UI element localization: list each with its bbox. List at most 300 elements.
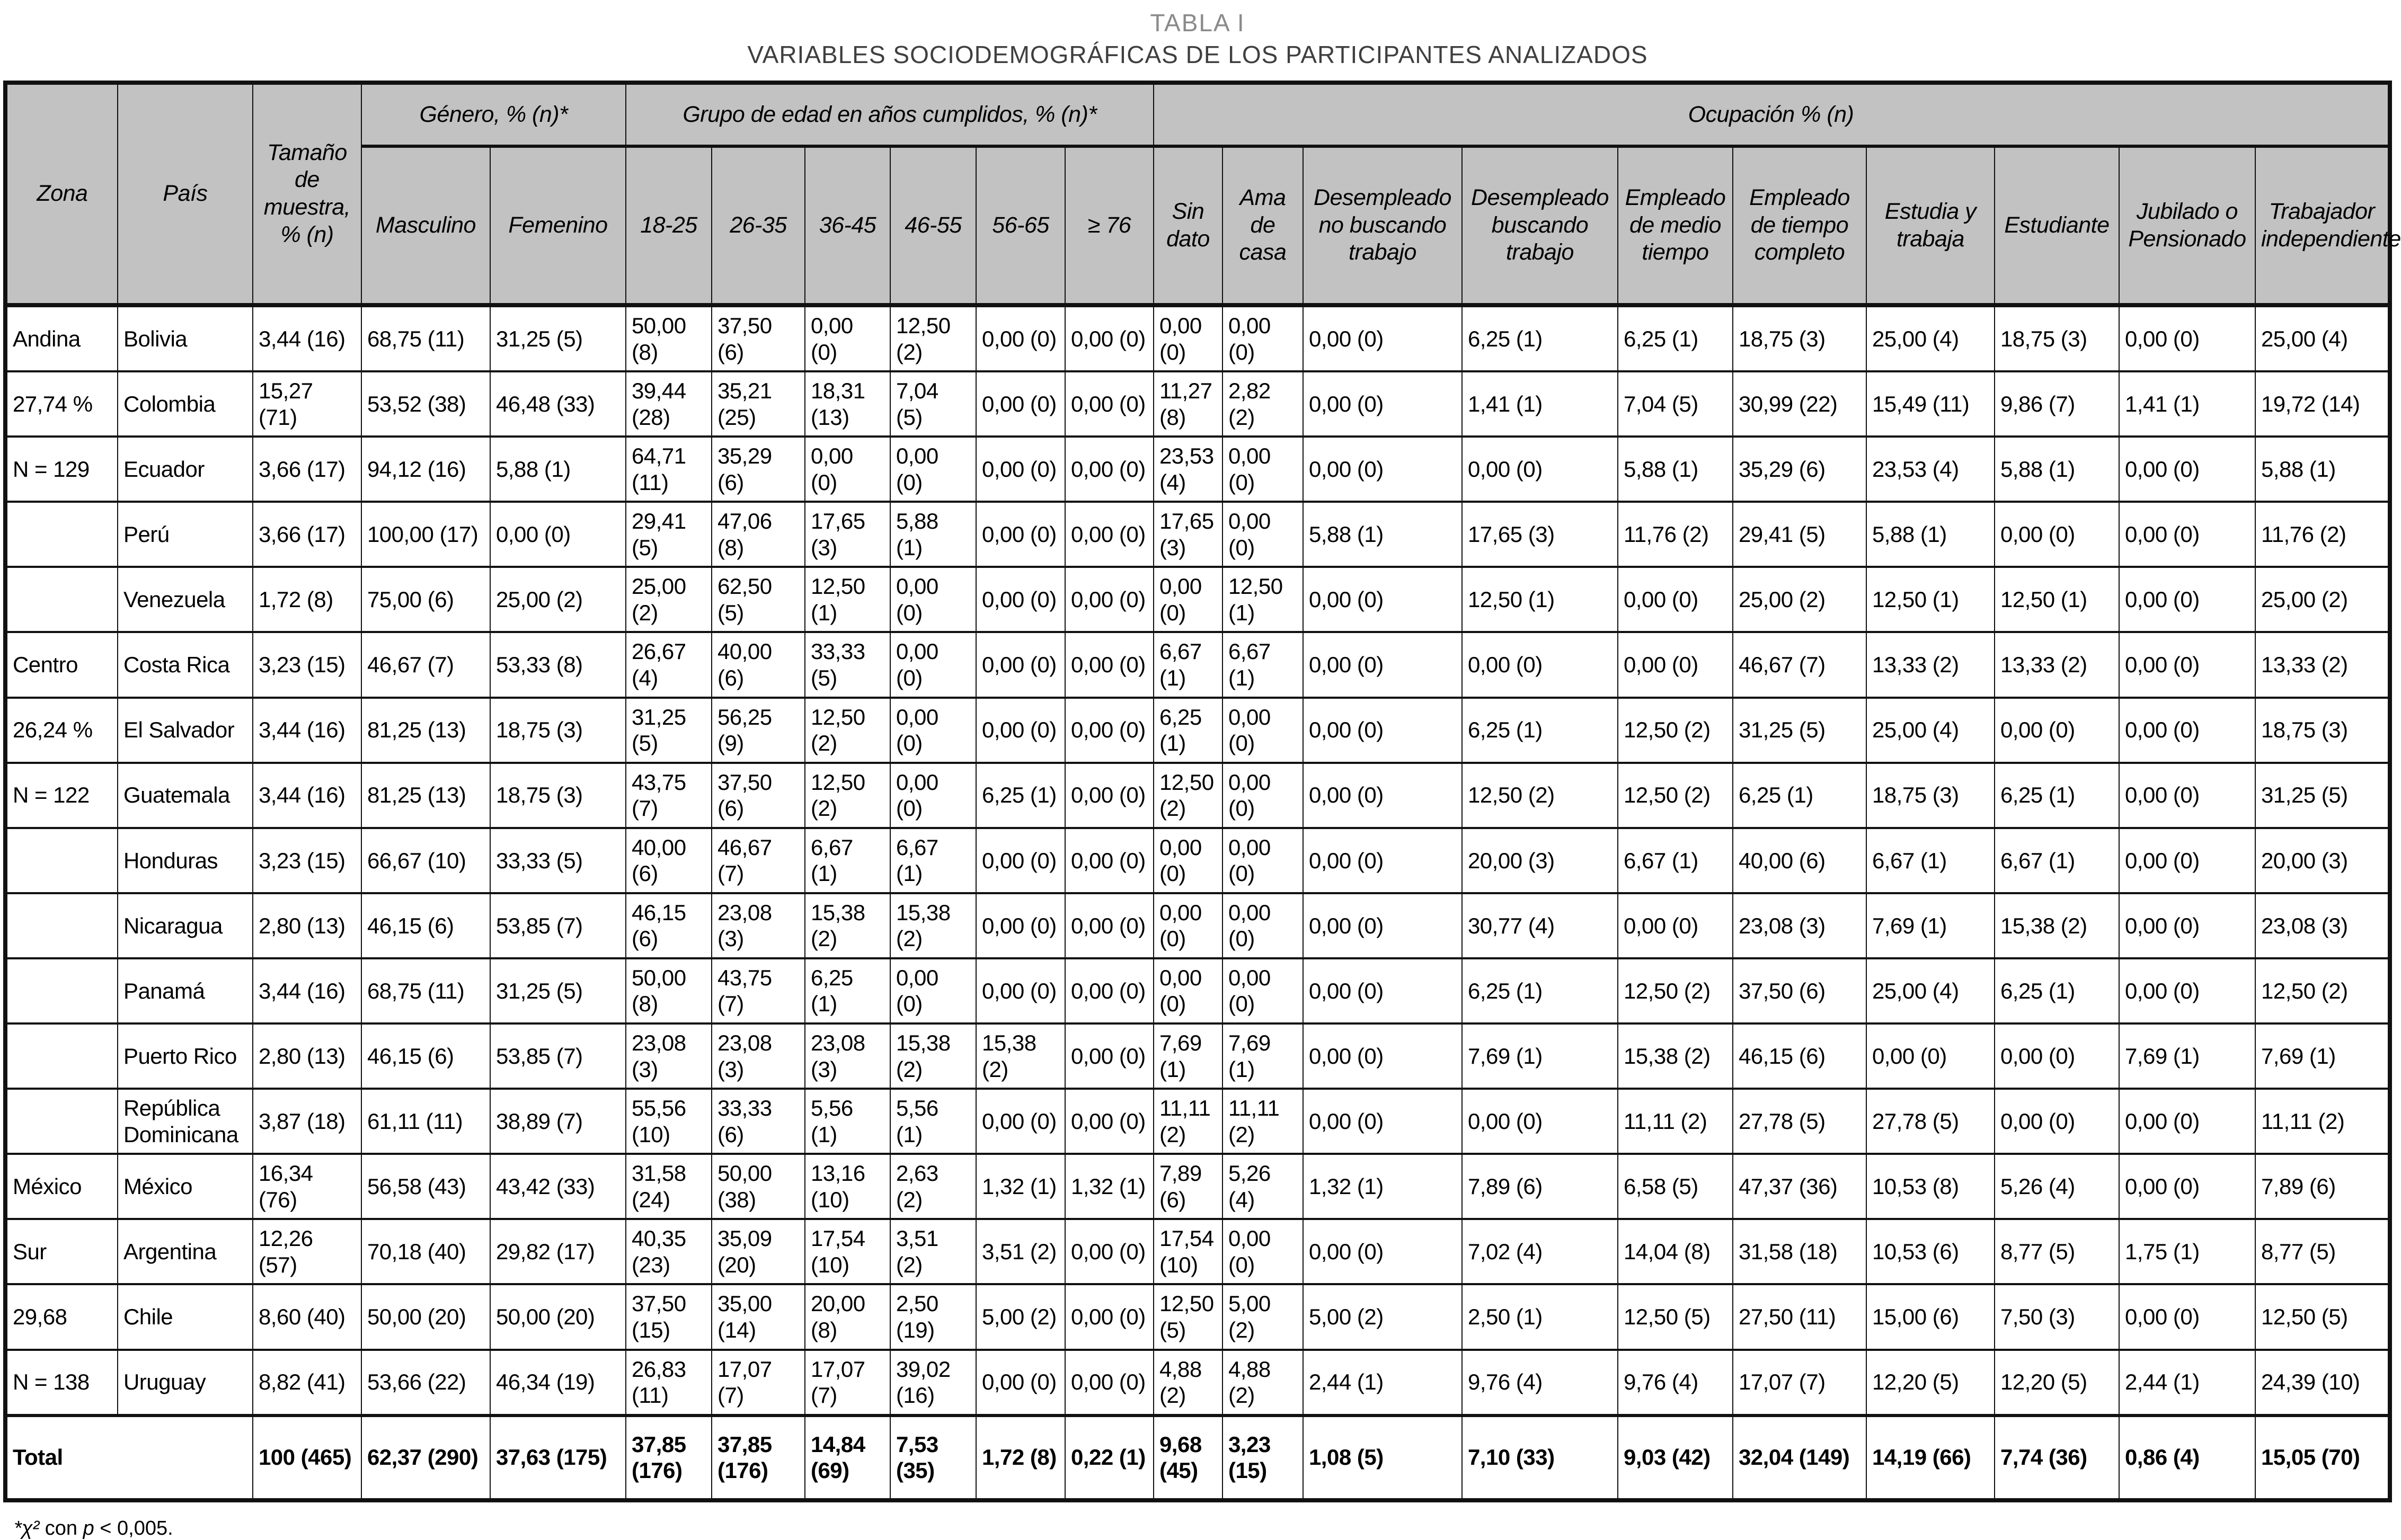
header-group-genero: Género, % (n)* xyxy=(361,83,626,146)
cell-value: 12,50 (2) xyxy=(1618,958,1733,1023)
cell-value: 0,00 (0) xyxy=(1303,371,1462,437)
cell-value: 0,00 (0) xyxy=(1065,371,1154,437)
cell-value: 37,50 (6) xyxy=(1733,958,1866,1023)
cell-value: 0,00 (0) xyxy=(1065,1023,1154,1089)
cell-value: 0,00 (0) xyxy=(2119,828,2255,893)
footnote-p: p xyxy=(83,1517,94,1539)
cell-value: 2,44 (1) xyxy=(2119,1350,2255,1416)
cell-value: 0,00 (0) xyxy=(1065,893,1154,958)
cell-value: 7,10 (33) xyxy=(1462,1416,1618,1500)
cell-value: 0,00 (0) xyxy=(2119,1284,2255,1349)
header-age-76-plus: ≥ 76 xyxy=(1065,146,1154,305)
cell-value: 0,00 (0) xyxy=(1995,1089,2119,1154)
cell-value: 30,77 (4) xyxy=(1462,893,1618,958)
cell-value: 31,25 (5) xyxy=(626,698,712,763)
cell-value: 25,00 (2) xyxy=(490,567,626,632)
cell-value: 6,25 (1) xyxy=(1995,958,2119,1023)
cell-value: 10,53 (6) xyxy=(1866,1219,1995,1284)
cell-value: 5,00 (2) xyxy=(976,1284,1065,1349)
cell-value: 0,00 (0) xyxy=(976,1089,1065,1154)
cell-value: 11,11 (2) xyxy=(1618,1089,1733,1154)
cell-value: 94,12 (16) xyxy=(361,437,490,502)
table-title-block xyxy=(0,0,2395,69)
cell-value: 37,50 (6) xyxy=(712,763,805,828)
cell-value: 17,65 (3) xyxy=(1154,502,1222,567)
cell-pais: Venezuela xyxy=(118,567,253,632)
cell-value: 7,69 (1) xyxy=(1462,1023,1618,1089)
cell-value: 1,75 (1) xyxy=(2119,1219,2255,1284)
cell-value: 5,88 (1) xyxy=(490,437,626,502)
cell-value: 0,00 (0) xyxy=(2119,305,2255,371)
table-row xyxy=(5,502,2390,567)
cell-value: 14,04 (8) xyxy=(1618,1219,1733,1284)
header-sin-dato: Sin dato xyxy=(1154,146,1222,305)
cell-value: 0,00 (0) xyxy=(890,698,976,763)
cell-value: 12,20 (5) xyxy=(1995,1350,2119,1416)
cell-value: 38,89 (7) xyxy=(490,1089,626,1154)
cell-value: 7,04 (5) xyxy=(1618,371,1733,437)
cell-value: 0,00 (0) xyxy=(976,371,1065,437)
cell-value: 0,00 (0) xyxy=(2119,958,2255,1023)
cell-value: 5,88 (1) xyxy=(1618,437,1733,502)
cell-value: 100 (465) xyxy=(253,1416,361,1500)
cell-value: 3,66 (17) xyxy=(253,502,361,567)
cell-value: 0,00 (0) xyxy=(1154,958,1222,1023)
table-row xyxy=(5,958,2390,1023)
cell-value: 3,51 (2) xyxy=(976,1219,1065,1284)
cell-value: 18,75 (3) xyxy=(490,763,626,828)
header-jubilado-pensionado: Jubilado o Pensionado xyxy=(2119,146,2255,305)
cell-value: 13,16 (10) xyxy=(805,1154,890,1219)
cell-value: 0,00 (0) xyxy=(1154,567,1222,632)
cell-value: 0,00 (0) xyxy=(2119,567,2255,632)
cell-zona: México xyxy=(5,1154,118,1219)
cell-value: 46,67 (7) xyxy=(712,828,805,893)
cell-value: 0,00 (0) xyxy=(976,958,1065,1023)
cell-value: 56,25 (9) xyxy=(712,698,805,763)
cell-value: 0,00 (0) xyxy=(1222,763,1303,828)
cell-value: 18,75 (3) xyxy=(1995,305,2119,371)
header-desempleado-no-buscando: Desempleado no buscando trabajo xyxy=(1303,146,1462,305)
cell-value: 12,50 (2) xyxy=(1618,698,1733,763)
cell-value: 15,38 (2) xyxy=(1618,1023,1733,1089)
header-desempleado-buscando: Desempleado buscando trabajo xyxy=(1462,146,1618,305)
cell-value: 0,00 (0) xyxy=(1222,305,1303,371)
table-row xyxy=(5,305,2390,371)
cell-value: 5,56 (1) xyxy=(805,1089,890,1154)
cell-value: 15,38 (2) xyxy=(890,893,976,958)
cell-value: 0,00 (0) xyxy=(1065,958,1154,1023)
cell-value: 6,67 (1) xyxy=(1866,828,1995,893)
cell-value: 1,41 (1) xyxy=(1462,371,1618,437)
cell-value: 6,25 (1) xyxy=(1618,305,1733,371)
table-footnote xyxy=(14,1517,2395,1540)
cell-value: 0,00 (0) xyxy=(1303,567,1462,632)
cell-value: 43,75 (7) xyxy=(712,958,805,1023)
cell-value: 62,37 (290) xyxy=(361,1416,490,1500)
header-age-26-35: 26-35 xyxy=(712,146,805,305)
header-group-ocupacion: Ocupación % (n) xyxy=(1154,83,2390,146)
cell-value: 12,50 (1) xyxy=(805,567,890,632)
cell-value: 0,00 (0) xyxy=(1154,893,1222,958)
cell-value: 35,29 (6) xyxy=(712,437,805,502)
cell-value: 26,83 (11) xyxy=(626,1350,712,1416)
cell-value: 0,00 (0) xyxy=(1065,1219,1154,1284)
cell-value: 3,23 (15) xyxy=(253,632,361,697)
cell-value: 12,50 (5) xyxy=(2255,1284,2390,1349)
cell-value: 81,25 (13) xyxy=(361,698,490,763)
cell-value: 7,02 (4) xyxy=(1462,1219,1618,1284)
cell-value: 0,00 (0) xyxy=(1222,1219,1303,1284)
cell-value: 3,44 (16) xyxy=(253,958,361,1023)
cell-value: 0,00 (0) xyxy=(1618,893,1733,958)
cell-value: 0,00 (0) xyxy=(890,567,976,632)
cell-zona: N = 129 xyxy=(5,437,118,502)
table-subtitle: VARIABLES SOCIODEMOGRÁFICAS DE LOS PARTICIPANTES ANALIZADOS xyxy=(747,41,1648,68)
cell-value: 15,49 (11) xyxy=(1866,371,1995,437)
cell-value: 0,00 (0) xyxy=(976,502,1065,567)
sociodemographics-table xyxy=(3,81,2401,1502)
cell-value: 33,33 (6) xyxy=(712,1089,805,1154)
cell-value: 12,50 (2) xyxy=(890,305,976,371)
cell-value: 0,00 (0) xyxy=(2119,437,2255,502)
header-group-edad: Grupo de edad en años cumplidos, % (n)* xyxy=(626,83,1154,146)
cell-value: 50,00 (8) xyxy=(626,305,712,371)
cell-zona: 27,74 % xyxy=(5,371,118,437)
table-body xyxy=(5,305,2390,1500)
cell-value: 10,53 (8) xyxy=(1866,1154,1995,1219)
cell-value: 0,00 (0) xyxy=(1303,698,1462,763)
cell-value: 11,76 (2) xyxy=(2255,502,2390,567)
cell-pais: Honduras xyxy=(118,828,253,893)
cell-value: 0,00 (0) xyxy=(976,305,1065,371)
cell-value: 25,00 (2) xyxy=(2255,567,2390,632)
cell-value: 0,00 (0) xyxy=(1303,1023,1462,1089)
cell-value: 0,00 (0) xyxy=(1462,632,1618,697)
cell-value: 17,07 (7) xyxy=(712,1350,805,1416)
table-row xyxy=(5,828,2390,893)
footnote-chi: *χ² xyxy=(14,1517,40,1539)
cell-value: 39,02 (16) xyxy=(890,1350,976,1416)
cell-value: 81,25 (13) xyxy=(361,763,490,828)
cell-value: 5,00 (2) xyxy=(1303,1284,1462,1349)
cell-value: 17,65 (3) xyxy=(1462,502,1618,567)
cell-value: 23,08 (3) xyxy=(712,1023,805,1089)
cell-value: 7,69 (1) xyxy=(1222,1023,1303,1089)
cell-value: 11,11 (2) xyxy=(1222,1089,1303,1154)
cell-value: 3,66 (17) xyxy=(253,437,361,502)
cell-total-label: Total xyxy=(5,1416,253,1500)
cell-value: 12,50 (1) xyxy=(1995,567,2119,632)
cell-value: 17,65 (3) xyxy=(805,502,890,567)
table-row xyxy=(5,1219,2390,1284)
cell-value: 3,23 (15) xyxy=(253,828,361,893)
cell-value: 0,22 (1) xyxy=(1065,1416,1154,1500)
cell-value: 0,00 (0) xyxy=(1065,1284,1154,1349)
table-row xyxy=(5,1284,2390,1349)
cell-value: 47,37 (36) xyxy=(1733,1154,1866,1219)
header-sample-size: Tamaño de muestra, % (n) xyxy=(253,83,361,305)
cell-value: 18,31 (13) xyxy=(805,371,890,437)
cell-value: 25,00 (2) xyxy=(1733,567,1866,632)
cell-value: 0,00 (0) xyxy=(1222,502,1303,567)
cell-value: 40,00 (6) xyxy=(1733,828,1866,893)
cell-value: 6,67 (1) xyxy=(1222,632,1303,697)
table-row xyxy=(5,1154,2390,1219)
table-row xyxy=(5,567,2390,632)
cell-value: 7,53 (35) xyxy=(890,1416,976,1500)
cell-value: 6,25 (1) xyxy=(1462,698,1618,763)
cell-value: 14,84 (69) xyxy=(805,1416,890,1500)
cell-value: 2,80 (13) xyxy=(253,1023,361,1089)
cell-value: 23,53 (4) xyxy=(1154,437,1222,502)
cell-value: 100,00 (17) xyxy=(361,502,490,567)
cell-value: 8,60 (40) xyxy=(253,1284,361,1349)
cell-value: 31,25 (5) xyxy=(490,958,626,1023)
cell-value: 0,00 (0) xyxy=(1618,632,1733,697)
cell-pais: Perú xyxy=(118,502,253,567)
cell-value: 33,33 (5) xyxy=(805,632,890,697)
cell-value: 0,00 (0) xyxy=(1222,828,1303,893)
cell-value: 20,00 (3) xyxy=(1462,828,1618,893)
cell-zona xyxy=(5,1089,118,1154)
cell-value: 1,32 (1) xyxy=(1065,1154,1154,1219)
cell-value: 15,05 (70) xyxy=(2255,1416,2390,1500)
cell-zona: N = 138 xyxy=(5,1350,118,1416)
cell-value: 46,15 (6) xyxy=(361,1023,490,1089)
cell-value: 27,78 (5) xyxy=(1733,1089,1866,1154)
cell-value: 37,85 (176) xyxy=(626,1416,712,1500)
cell-value: 29,41 (5) xyxy=(626,502,712,567)
cell-value: 5,26 (4) xyxy=(1995,1154,2119,1219)
cell-value: 0,00 (0) xyxy=(1065,1350,1154,1416)
cell-value: 40,00 (6) xyxy=(626,828,712,893)
cell-value: 56,58 (43) xyxy=(361,1154,490,1219)
table-row xyxy=(5,437,2390,502)
cell-value: 0,00 (0) xyxy=(976,1350,1065,1416)
cell-value: 7,69 (1) xyxy=(2119,1023,2255,1089)
cell-value: 13,33 (2) xyxy=(2255,632,2390,697)
cell-zona xyxy=(5,567,118,632)
cell-value: 25,00 (4) xyxy=(1866,698,1995,763)
cell-value: 1,41 (1) xyxy=(2119,371,2255,437)
cell-value: 0,00 (0) xyxy=(1222,437,1303,502)
cell-pais: Colombia xyxy=(118,371,253,437)
cell-value: 30,99 (22) xyxy=(1733,371,1866,437)
cell-value: 7,89 (6) xyxy=(2255,1154,2390,1219)
cell-value: 9,03 (42) xyxy=(1618,1416,1733,1500)
cell-value: 5,00 (2) xyxy=(1222,1284,1303,1349)
cell-value: 19,72 (14) xyxy=(2255,371,2390,437)
cell-value: 7,69 (1) xyxy=(2255,1023,2390,1089)
table-number-title: TABLA I xyxy=(1150,9,1245,37)
header-masculino: Masculino xyxy=(361,146,490,305)
cell-value: 6,25 (1) xyxy=(1733,763,1866,828)
cell-value: 2,44 (1) xyxy=(1303,1350,1462,1416)
cell-value: 26,67 (4) xyxy=(626,632,712,697)
cell-value: 0,00 (0) xyxy=(2119,1089,2255,1154)
cell-value: 17,07 (7) xyxy=(805,1350,890,1416)
cell-value: 15,27 (71) xyxy=(253,371,361,437)
cell-value: 55,56 (10) xyxy=(626,1089,712,1154)
cell-value: 16,34 (76) xyxy=(253,1154,361,1219)
cell-value: 12,20 (5) xyxy=(1866,1350,1995,1416)
cell-value: 0,00 (0) xyxy=(1222,698,1303,763)
cell-value: 2,80 (13) xyxy=(253,893,361,958)
cell-value: 7,74 (36) xyxy=(1995,1416,2119,1500)
cell-value: 53,52 (38) xyxy=(361,371,490,437)
cell-value: 35,29 (6) xyxy=(1733,437,1866,502)
cell-value: 11,27 (8) xyxy=(1154,371,1222,437)
cell-value: 0,86 (4) xyxy=(2119,1416,2255,1500)
cell-value: 8,77 (5) xyxy=(1995,1219,2119,1284)
cell-value: 37,50 (15) xyxy=(626,1284,712,1349)
cell-value: 0,00 (0) xyxy=(1303,437,1462,502)
cell-value: 20,00 (8) xyxy=(805,1284,890,1349)
header-trabajador-independiente: Trabajador independiente xyxy=(2255,146,2390,305)
cell-value: 0,00 (0) xyxy=(1995,502,2119,567)
cell-value: 0,00 (0) xyxy=(805,305,890,371)
cell-value: 12,50 (5) xyxy=(1154,1284,1222,1349)
cell-pais: Guatemala xyxy=(118,763,253,828)
header-ama-de-casa: Ama de casa xyxy=(1222,146,1303,305)
cell-value: 31,25 (5) xyxy=(2255,763,2390,828)
header-estudiante: Estudiante xyxy=(1995,146,2119,305)
cell-value: 33,33 (5) xyxy=(490,828,626,893)
cell-value: 0,00 (0) xyxy=(1866,1023,1995,1089)
cell-pais: Costa Rica xyxy=(118,632,253,697)
cell-pais: México xyxy=(118,1154,253,1219)
cell-value: 0,00 (0) xyxy=(976,567,1065,632)
table-row xyxy=(5,1089,2390,1154)
cell-value: 37,63 (175) xyxy=(490,1416,626,1500)
cell-value: 15,38 (2) xyxy=(890,1023,976,1089)
cell-value: 6,58 (5) xyxy=(1618,1154,1733,1219)
cell-value: 0,00 (0) xyxy=(1303,763,1462,828)
cell-value: 11,76 (2) xyxy=(1618,502,1733,567)
cell-zona xyxy=(5,893,118,958)
cell-value: 0,00 (0) xyxy=(1303,1089,1462,1154)
cell-value: 35,21 (25) xyxy=(712,371,805,437)
cell-value: 3,51 (2) xyxy=(890,1219,976,1284)
cell-value: 23,08 (3) xyxy=(1733,893,1866,958)
cell-value: 0,00 (0) xyxy=(1303,893,1462,958)
cell-value: 17,54 (10) xyxy=(805,1219,890,1284)
table-row-total xyxy=(5,1416,2390,1500)
header-femenino: Femenino xyxy=(490,146,626,305)
cell-value: 53,66 (22) xyxy=(361,1350,490,1416)
cell-value: 9,76 (4) xyxy=(1618,1350,1733,1416)
cell-value: 1,32 (1) xyxy=(976,1154,1065,1219)
cell-value: 0,00 (0) xyxy=(1065,1089,1154,1154)
cell-value: 7,89 (6) xyxy=(1462,1154,1618,1219)
cell-value: 0,00 (0) xyxy=(976,698,1065,763)
cell-value: 24,39 (10) xyxy=(2255,1350,2390,1416)
cell-value: 5,88 (1) xyxy=(1866,502,1995,567)
cell-value: 0,00 (0) xyxy=(1154,828,1222,893)
table-row xyxy=(5,893,2390,958)
cell-value: 0,00 (0) xyxy=(1065,763,1154,828)
cell-value: 0,00 (0) xyxy=(2119,1154,2255,1219)
table-row xyxy=(5,1023,2390,1089)
cell-value: 6,67 (1) xyxy=(1154,632,1222,697)
cell-value: 0,00 (0) xyxy=(890,763,976,828)
cell-value: 0,00 (0) xyxy=(1222,958,1303,1023)
cell-value: 7,69 (1) xyxy=(1866,893,1995,958)
cell-value: 62,50 (5) xyxy=(712,567,805,632)
cell-value: 66,67 (10) xyxy=(361,828,490,893)
cell-value: 13,33 (2) xyxy=(1866,632,1995,697)
cell-zona xyxy=(5,502,118,567)
table-row xyxy=(5,763,2390,828)
cell-value: 64,71 (11) xyxy=(626,437,712,502)
cell-value: 46,15 (6) xyxy=(626,893,712,958)
header-pais: País xyxy=(118,83,253,305)
cell-pais: Argentina xyxy=(118,1219,253,1284)
cell-value: 53,33 (8) xyxy=(490,632,626,697)
cell-value: 46,67 (7) xyxy=(1733,632,1866,697)
cell-value: 68,75 (11) xyxy=(361,958,490,1023)
cell-pais: Chile xyxy=(118,1284,253,1349)
cell-value: 31,25 (5) xyxy=(1733,698,1866,763)
cell-value: 29,82 (17) xyxy=(490,1219,626,1284)
header-age-18-25: 18-25 xyxy=(626,146,712,305)
cell-value: 50,00 (20) xyxy=(361,1284,490,1349)
header-age-46-55: 46-55 xyxy=(890,146,976,305)
cell-value: 0,00 (0) xyxy=(1065,305,1154,371)
footnote-rest: < 0,005. xyxy=(94,1517,173,1539)
cell-value: 15,38 (2) xyxy=(1995,893,2119,958)
table-row xyxy=(5,632,2390,697)
cell-value: 14,19 (66) xyxy=(1866,1416,1995,1500)
cell-value: 0,00 (0) xyxy=(1303,305,1462,371)
cell-value: 0,00 (0) xyxy=(976,893,1065,958)
cell-value: 6,25 (1) xyxy=(805,958,890,1023)
cell-value: 23,08 (3) xyxy=(2255,893,2390,958)
cell-value: 5,88 (1) xyxy=(1303,502,1462,567)
cell-value: 12,50 (2) xyxy=(1618,763,1733,828)
cell-value: 9,68 (45) xyxy=(1154,1416,1222,1500)
header-empleado-tiempo-completo: Empleado de tiempo completo xyxy=(1733,146,1866,305)
cell-value: 0,00 (0) xyxy=(1065,828,1154,893)
cell-zona xyxy=(5,958,118,1023)
cell-value: 0,00 (0) xyxy=(2119,502,2255,567)
cell-zona: N = 122 xyxy=(5,763,118,828)
cell-value: 15,38 (2) xyxy=(976,1023,1065,1089)
cell-value: 2,63 (2) xyxy=(890,1154,976,1219)
cell-value: 12,50 (2) xyxy=(2255,958,2390,1023)
cell-value: 70,18 (40) xyxy=(361,1219,490,1284)
cell-value: 4,88 (2) xyxy=(1222,1350,1303,1416)
cell-value: 23,08 (3) xyxy=(805,1023,890,1089)
cell-value: 12,50 (2) xyxy=(1462,763,1618,828)
cell-value: 0,00 (0) xyxy=(1618,567,1733,632)
cell-value: 43,75 (7) xyxy=(626,763,712,828)
cell-value: 8,77 (5) xyxy=(2255,1219,2390,1284)
cell-value: 12,50 (5) xyxy=(1618,1284,1733,1349)
cell-value: 50,00 (20) xyxy=(490,1284,626,1349)
cell-value: 25,00 (4) xyxy=(2255,305,2390,371)
cell-zona: Centro xyxy=(5,632,118,697)
cell-value: 1,08 (5) xyxy=(1303,1416,1462,1500)
cell-value: 47,06 (8) xyxy=(712,502,805,567)
cell-value: 43,42 (33) xyxy=(490,1154,626,1219)
cell-value: 6,25 (1) xyxy=(1154,698,1222,763)
table-row xyxy=(5,698,2390,763)
cell-value: 23,53 (4) xyxy=(1866,437,1995,502)
table-row xyxy=(5,1350,2390,1416)
cell-value: 46,67 (7) xyxy=(361,632,490,697)
